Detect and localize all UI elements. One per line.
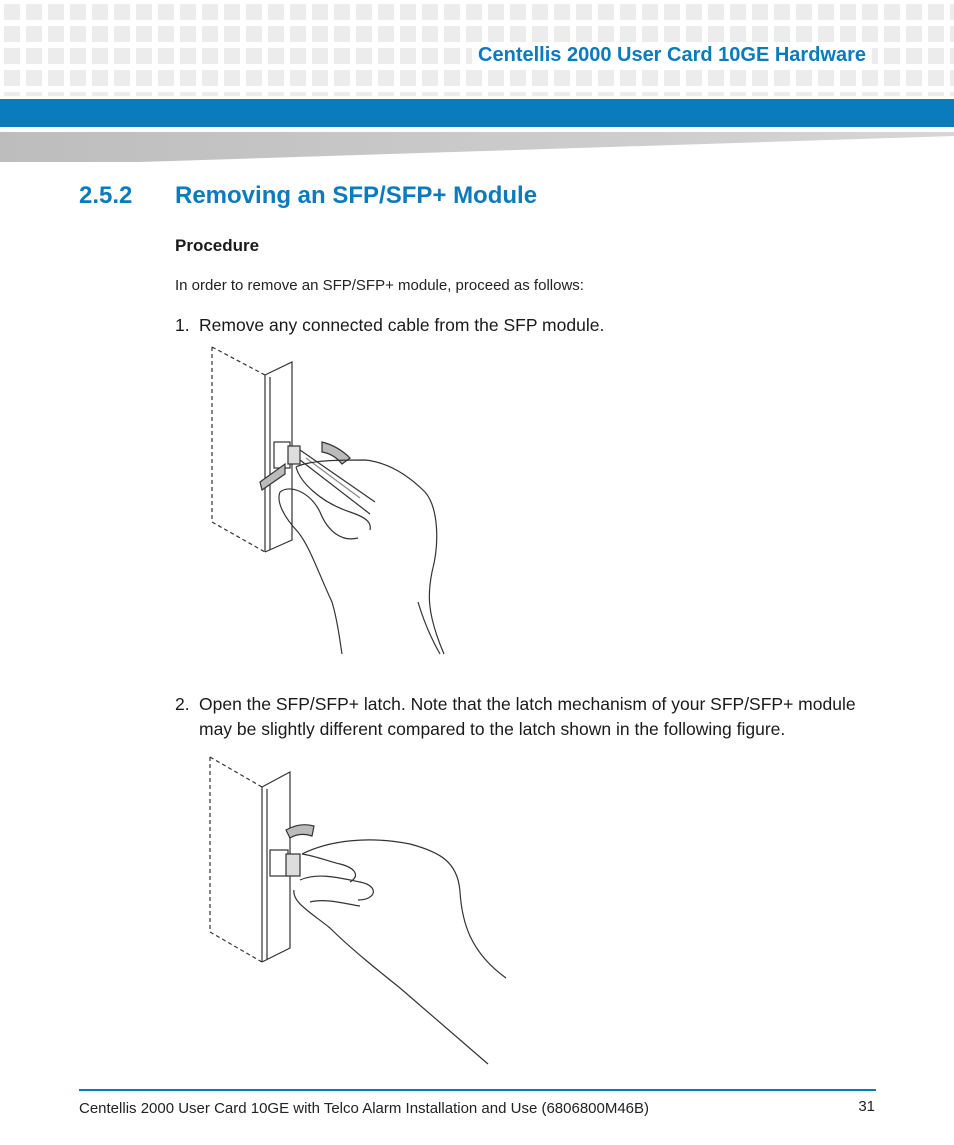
- step-text: Open the SFP/SFP+ latch. Note that the latch mechanism of your SFP/SFP+ module may be slightly different compared to the latch shown in the following figure.: [199, 694, 856, 739]
- section-number: 2.5.2: [79, 182, 133, 209]
- procedure-step-1: [175, 313, 885, 338]
- section-title: Removing an SFP/SFP+ Module: [175, 182, 538, 209]
- step-number: 2.: [175, 694, 190, 714]
- step-text: Remove any connected cable from the SFP module.: [199, 315, 605, 335]
- header-blue-bar: [0, 99, 954, 127]
- page-number: 31: [858, 1098, 875, 1115]
- figure-remove-cable: [200, 342, 460, 657]
- header-gray-band: [0, 132, 954, 164]
- section-heading: [79, 182, 537, 210]
- procedure-heading: Procedure: [175, 236, 260, 255]
- footer-text: Centellis 2000 User Card 10GE with Telco Alarm Installation and Use (6806800M46B): [79, 1100, 650, 1117]
- step-number: 1.: [175, 315, 190, 335]
- procedure-intro: In order to remove an SFP/SFP+ module, proceed as follows:: [175, 277, 584, 294]
- header-title: Centellis 2000 User Card 10GE Hardware: [472, 42, 872, 69]
- figure-open-latch: [200, 752, 520, 1067]
- footer-rule: [79, 1089, 876, 1091]
- procedure-step-2: [175, 692, 885, 742]
